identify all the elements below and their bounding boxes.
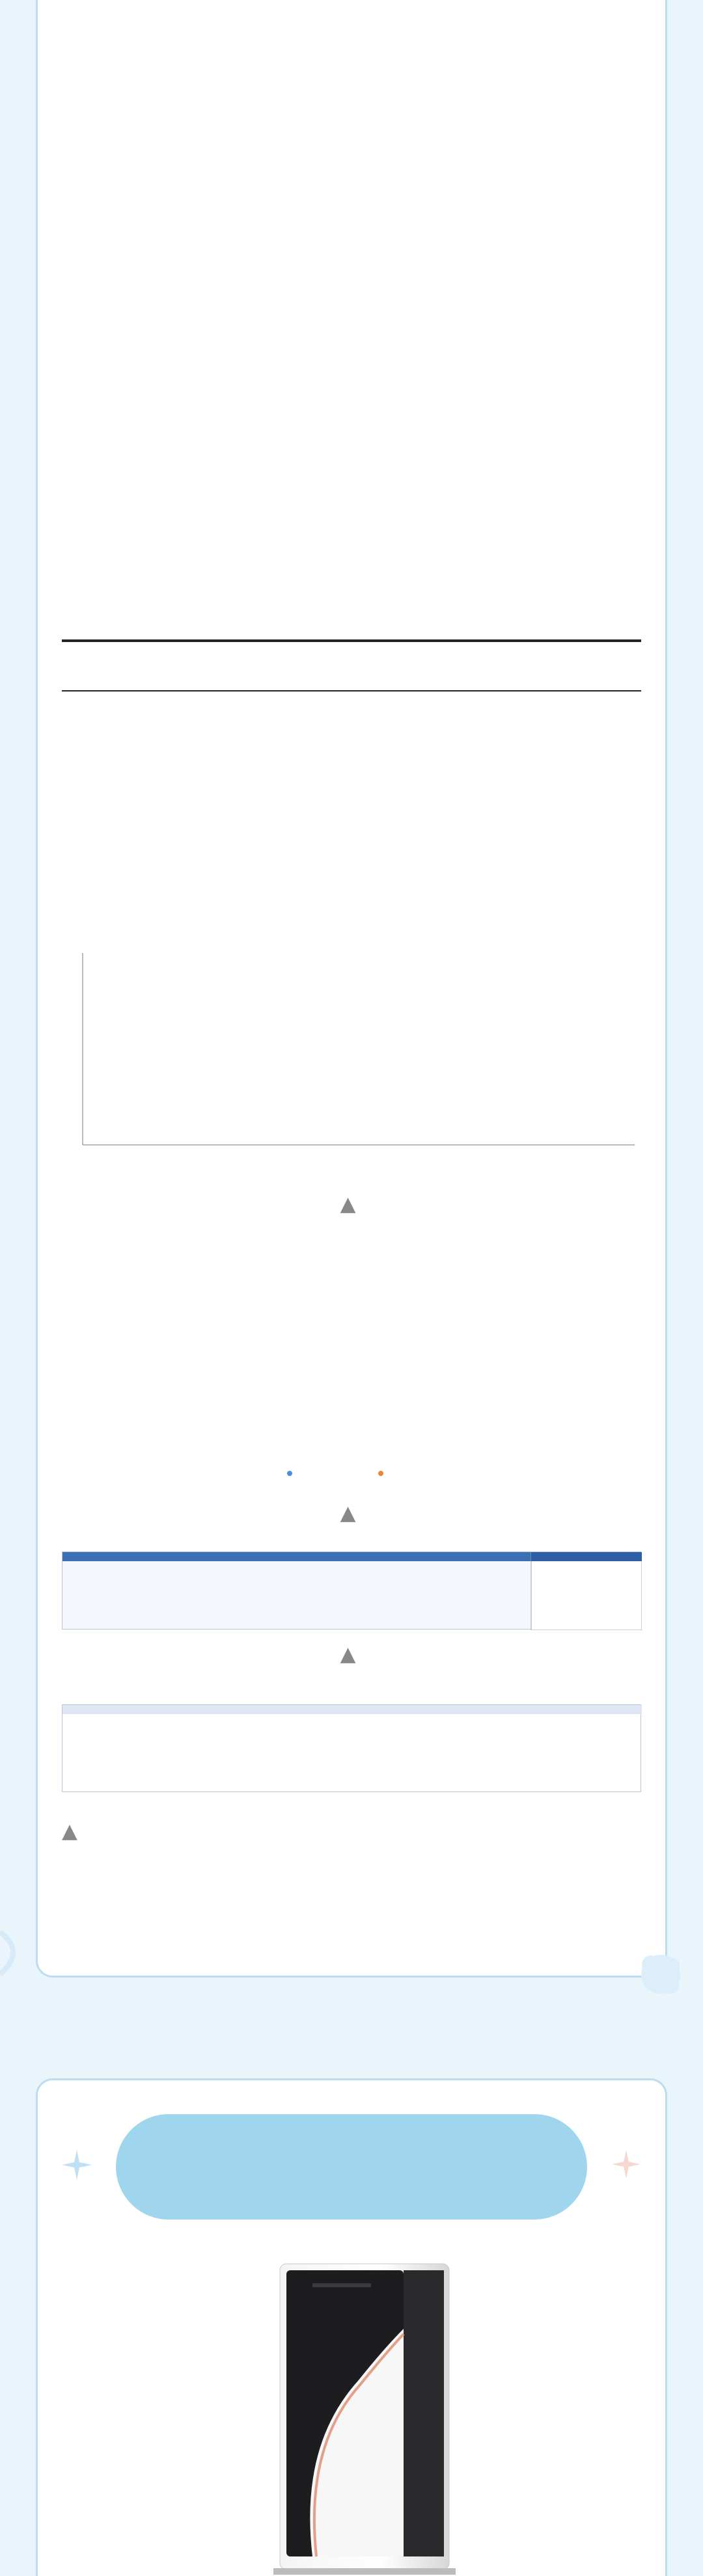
sparkle-icon-right [612, 2150, 641, 2179]
legend-low-marker [287, 1471, 292, 1476]
fig2-caption [62, 1192, 641, 1216]
triangle-icon: ▲ [340, 1192, 357, 1216]
fig4-caption [62, 1643, 641, 1666]
triangle-icon: ▲ [340, 1643, 357, 1666]
sparkle-icon-left [62, 2150, 92, 2180]
lcms-instrument-image [273, 2251, 469, 2576]
col-header-command [352, 641, 497, 691]
fig5-caption [62, 1812, 641, 1851]
tic-chromatogram-figure [62, 933, 641, 1177]
tic-chart [62, 933, 641, 1177]
bubble-icon [0, 1925, 39, 1978]
fig4-table [62, 1552, 642, 1630]
fig5-table [62, 1705, 642, 1793]
fig3-caption [62, 1501, 641, 1525]
recovery-figure [120, 1246, 641, 1486]
fig5-screenshot [62, 1704, 641, 1792]
snowflake-icon [631, 1945, 690, 2004]
triangle-icon: ▲ [62, 1819, 78, 1843]
section2-title-banner [116, 2114, 587, 2220]
col-header-value [497, 641, 642, 691]
gradient-table [62, 639, 641, 691]
legend-high-marker [378, 1471, 383, 1476]
col-header-time [62, 641, 207, 691]
fig4-screenshot [62, 1551, 641, 1630]
col-header-unit [207, 641, 352, 691]
triangle-icon: ▲ [340, 1501, 357, 1525]
recovery-chart [120, 1246, 641, 1486]
